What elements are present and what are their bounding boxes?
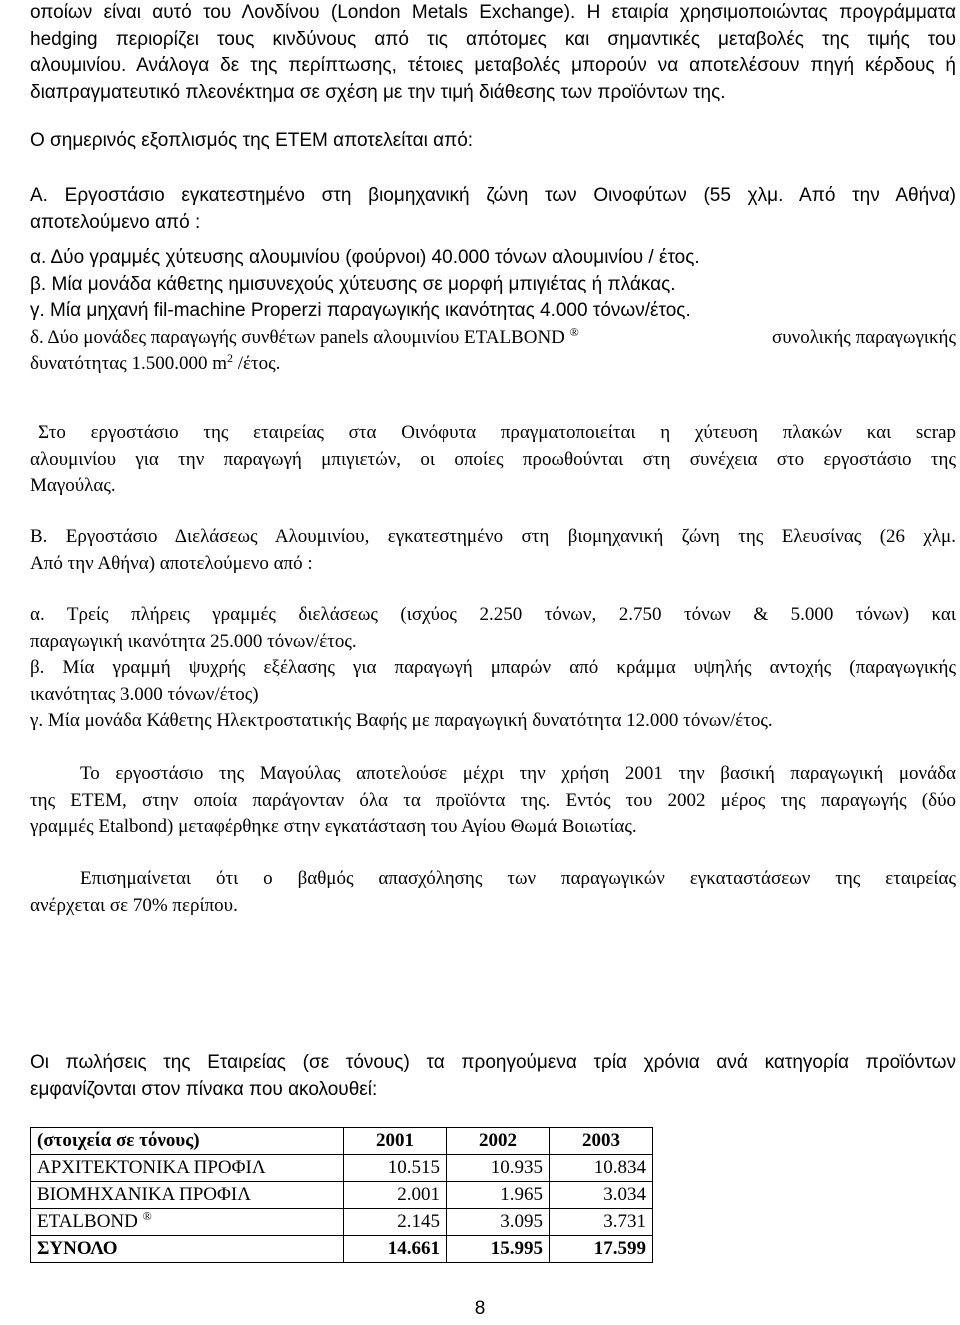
table-cell: 1.965 <box>447 1182 550 1209</box>
plant-a-item: β. Μία μονάδα κάθετης ημισυνεχούς χύτευσης σε μορφή μπιγιέτας ή πλάκας. <box>30 273 676 295</box>
table-header-cell: 2001 <box>344 1128 447 1155</box>
utilization-paragraph <box>30 866 956 919</box>
table-total-row <box>31 1236 653 1263</box>
registered-mark: ® <box>142 1209 152 1223</box>
intro-line: οποίων είναι αυτό του Λονδίνου (London Metals Exchange). Η εταιρία χρησιμοποιώντας προγράμματα <box>30 2 956 23</box>
paragraph-line: Στο εργοστάσιο της εταιρείας στα Οινόφυτα πραγματοποιείται η χύτευση πλακών και scrap <box>38 422 956 443</box>
table-header-cell: 2003 <box>550 1128 653 1155</box>
paragraph-line: Οι πωλήσεις της Εταιρείας (σε τόνους) τα προηγούμενα τρία χρόνια ανά κατηγορία προϊόντων <box>30 1052 956 1073</box>
plant-a-heading-line: αποτελούμενο από : <box>30 211 201 233</box>
plant-b-item: ικανότητας 3.000 τόνων/έτος) <box>30 683 259 705</box>
plant-a-item: γ. Μία μηχανή fil-machine Properzi παραγωγικής ικανότητας 4.000 τόνων/έτος. <box>30 300 691 321</box>
plant-a-heading-line: Α. Εργοστάσιο εγκατεστημένο στη βιομηχανική ζώνη των Οινοφύτων (55 χλμ. Από την Αθήνα) <box>30 185 956 206</box>
plant-b-heading <box>30 524 956 577</box>
table-cell: 10.935 <box>447 1155 550 1182</box>
oinofyta-paragraph <box>30 420 956 500</box>
table-cell: 10.834 <box>550 1155 653 1182</box>
superscript: 2 <box>227 351 234 365</box>
paragraph-line: Το εργοστάσιο της Μαγούλας αποτελούσε μέχρι την χρήση 2001 την βασική παραγωγική μονάδα <box>80 763 956 784</box>
paragraph-line: της ΕΤΕΜ, στην οποία παράγονταν όλα τα προϊόντα της. Εντός του 2002 μέρος της παραγωγής (δύο <box>30 789 956 811</box>
paragraph-line: εμφανίζονται στον πίνακα που ακολουθεί: <box>30 1078 378 1100</box>
plant-a-item-cont: δυνατότητας 1.500.000 $m^2$ /έτος. <box>30 351 281 374</box>
table-row <box>31 1209 653 1236</box>
plant-b-item: α. Τρείς πλήρεις γραμμές διελάσεως (ισχύος 2.250 τόνων, 2.750 τόνων & 5.000 τόνων) και <box>30 604 956 625</box>
item-d-text-end: συνολικής παραγωγικής <box>771 326 956 348</box>
plant-a-item <box>30 325 956 352</box>
intro-line: διαπραγματευτικό πλεονέκτημα σε σχέση με την τιμή διάθεσης των προϊόντων της. <box>30 81 726 103</box>
table-cell: 2.145 <box>344 1209 447 1236</box>
table-cell: ΑΡΧΙΤΕΚΤΟΝΙΚΑ ΠΡΟΦΙΛ <box>31 1155 344 1182</box>
magoula-paragraph <box>30 761 956 841</box>
paragraph-line: ανέρχεται σε 70% περίπου. <box>30 894 238 916</box>
paragraph-line: Μαγούλας. <box>30 475 116 496</box>
plant-b-heading-line: Β. Εργοστάσιο Διελάσεως Αλουμινίου, εγκατεστημένο στη βιομηχανική ζώνη της Ελευσίνας (26 χλμ. <box>30 526 956 547</box>
table-cell: 3.095 <box>447 1209 550 1236</box>
table-cell: ETALBOND ® <box>31 1209 344 1236</box>
paragraph-line: γραμμές Etalbond) μεταφέρθηκε στην εγκατάσταση του Αγίου Θωμά Βοιωτίας. <box>30 816 637 837</box>
table-row <box>31 1155 653 1182</box>
table-cell: 2.001 <box>344 1182 447 1209</box>
item-d-text: δ. Δύο μονάδες παραγωγής συνθέτων panels αλουμινίου ETALBOND ® <box>30 324 579 348</box>
table-cell: 10.515 <box>344 1155 447 1182</box>
plant-b-item: γ. Μία μονάδα Κάθετης Ηλεκτροστατικής Βαφής με παραγωγική δυνατότητα 12.000 τόνων/έτος. <box>30 710 773 731</box>
table-cell: 14.661 <box>344 1236 447 1263</box>
plant-a-item: α. Δύο γραμμές χύτευσης αλουμινίου (φούρνοι) 40.000 τόνων αλουμινίου / έτος. <box>30 247 700 268</box>
intro-line: hedging περιορίζει τους κινδύνους από τις απότομες και σημαντικές μεταβολές της τιμής του <box>30 28 956 50</box>
table-row <box>31 1182 653 1209</box>
table-cell: ΣΥΝΟΛΟ <box>31 1236 344 1263</box>
equipment-heading: Ο σημερινός εξοπλισμός της ΕΤΕΜ αποτελείται από: <box>30 130 474 151</box>
plant-b-item: β. Μία γραμμή ψυχρής εξέλασης για παραγωγή μπαρών από κράμμα υψηλής αντοχής (παραγωγικής <box>30 657 956 678</box>
table-cell: 17.599 <box>550 1236 653 1263</box>
intro-line: αλουμινίου. Ανάλογα δε της περίπτωσης, τέτοιες μεταβολές μπορούν να αποτελέσουν πηγή κέρδους ή <box>30 55 956 76</box>
page-number: 8 <box>474 1298 486 1319</box>
intro-paragraph <box>30 0 956 106</box>
table-cell: 3.034 <box>550 1182 653 1209</box>
plant-b-heading-line: Από την Αθήνα) αποτελούμενο από : <box>30 552 313 574</box>
plant-a-items <box>30 245 956 378</box>
paragraph-line: αλουμινίου για την παραγωγή μπιγιετών, οι οποίες προωθούνται στη συνέχεια στο εργοστάσιο της <box>30 448 956 470</box>
registered-mark: ® <box>569 324 579 339</box>
sales-table <box>30 1127 653 1263</box>
table-header-cell: 2002 <box>447 1128 550 1155</box>
plant-a-heading <box>30 183 956 236</box>
table-header-row <box>31 1128 653 1155</box>
table-header-cell: (στοιχεία σε τόνους) <box>31 1128 344 1155</box>
paragraph-line: Επισημαίνεται ότι ο βαθμός απασχόλησης των παραγωγικών εγκαταστάσεων της εταιρείας <box>80 868 956 889</box>
table-cell: ΒΙΟΜΗΧΑΝΙΚΑ ΠΡΟΦΙΛ <box>31 1182 344 1209</box>
table-cell: 3.731 <box>550 1209 653 1236</box>
sales-intro <box>30 1050 956 1103</box>
table-cell: 15.995 <box>447 1236 550 1263</box>
plant-b-item: παραγωγική ικανότητα 25.000 τόνων/έτος. <box>30 630 357 652</box>
plant-b-items <box>30 602 956 735</box>
